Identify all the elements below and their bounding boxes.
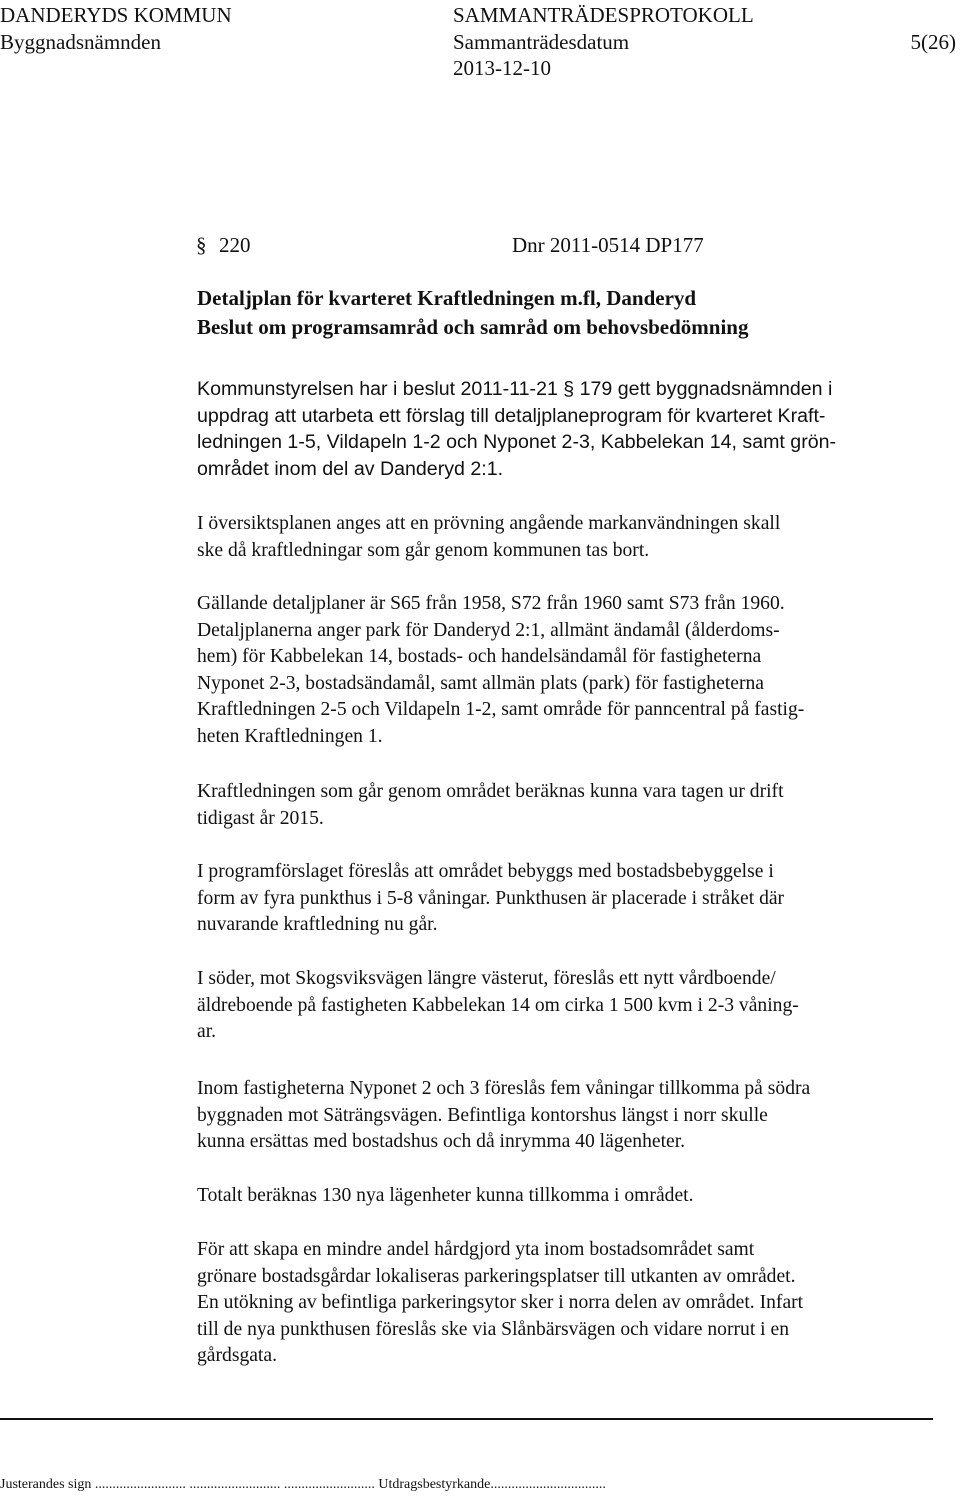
footer-signature-line: Justerandes sign .......................... .......................... .......................... Utdragsbestyrkande.................................: [0, 1477, 606, 1492]
text-line: En utökning av befintliga parkeringsytor sker i norra delen av området. Infart: [197, 1292, 804, 1314]
text-line: I programförslaget föreslås att området bebyggs med bostadsbebyggelse i: [197, 861, 774, 882]
text-line: uppdrag att utarbeta ett förslag till detaljplaneprogram för kvarteret Kraft-: [197, 404, 826, 427]
section-subtitle: Beslut om programsamråd och samråd om behovsbedömning: [197, 315, 749, 339]
paragraph-power-line: [197, 779, 917, 832]
meeting-date-label: Sammanträdesdatum: [453, 30, 630, 54]
text-line: heten Kraftledningen 1.: [197, 725, 383, 747]
meeting-date: 2013-12-10: [453, 56, 551, 80]
text-line: form av fyra punkthus i 5-8 våningar. Punkthusen är placerade i stråket där: [197, 887, 785, 909]
document-type: SAMMANTRÄDESPROTOKOLL: [453, 3, 754, 27]
text-line: Gällande detaljplaner är S65 från 1958, S72 från 1960 samt S73 från 1960.: [197, 593, 785, 614]
municipality-name: DANDERYDS KOMMUN: [0, 3, 232, 27]
text-line: till de nya punkthusen föreslås ske via Slånbärsvägen och vidare norrut i en: [197, 1318, 790, 1340]
case-number: Dnr 2011-0514 DP177: [512, 233, 704, 257]
committee-name: Byggnadsnämnden: [0, 30, 161, 54]
text-line: I söder, mot Skogsviksvägen längre västerut, föreslås ett nytt vårdboende/: [197, 968, 776, 989]
text-line: ar.: [197, 1021, 217, 1043]
paragraph-assignment: [197, 376, 917, 482]
paragraph-total-apartments: [197, 1183, 917, 1210]
section-sign-icon: §: [196, 233, 207, 257]
text-line: kunna ersättas med bostadshus och då inrymma 40 lägenheter.: [197, 1131, 686, 1153]
text-line: Totalt beräknas 130 nya lägenheter kunna tillkomma i området.: [197, 1185, 694, 1206]
text-line: Nyponet 2-3, bostadsändamål, samt allmän plats (park) för fastigheterna: [197, 672, 764, 694]
section-title: Detaljplan för kvarteret Kraftledningen m.fl, Danderyd: [197, 286, 697, 310]
paragraph-parking: [197, 1237, 917, 1370]
text-line: hem) för Kabbelekan 14, bostads- och handelsändamål för fastigheterna: [197, 646, 762, 668]
text-line: Detaljplanerna anger park för Danderyd 2:1, allmänt ändamål (ålderdoms-: [197, 619, 780, 641]
text-line: grönare bostadsgårdar lokaliseras parkeringsplatser till utkanten av området.: [197, 1265, 796, 1287]
text-line: ledningen 1-5, Vildapeln 1-2 och Nyponet 2-3, Kabbelekan 14, samt grön-: [197, 431, 837, 454]
paragraph-program-proposal: [197, 859, 917, 939]
paragraph-care-home: [197, 966, 917, 1046]
text-line: Kraftledningen som går genom området beräknas kunna vara tagen ur drift: [197, 781, 784, 802]
paragraph-nyponet: [197, 1076, 917, 1156]
paragraph-overview-plan: [197, 511, 917, 564]
paragraph-current-plans: [197, 591, 917, 751]
text-line: I översiktsplanen anges att en prövning angående markanvändningen skall: [197, 513, 781, 534]
text-line: byggnaden mot Säträngsvägen. Befintliga kontorshus längst i norr skulle: [197, 1104, 768, 1126]
text-line: Kraftledningen 2-5 och Vildapeln 1-2, samt område för panncentral på fastig-: [197, 699, 805, 721]
page-number: 5(26): [910, 30, 956, 54]
section-number: 220: [219, 233, 251, 257]
text-line: äldreboende på fastigheten Kabbelekan 14 om cirka 1 500 kvm i 2-3 våning-: [197, 994, 799, 1016]
text-line: Kommunstyrelsen har i beslut 2011-11-21 § 179 gett byggnadsnämnden i: [197, 378, 833, 400]
text-line: nuvarande kraftledning nu går.: [197, 914, 438, 936]
text-line: området inom del av Danderyd 2:1.: [197, 457, 504, 480]
footer-divider: [0, 1418, 933, 1420]
text-line: ske då kraftledningar som går genom kommunen tas bort.: [197, 539, 650, 561]
text-line: Inom fastigheterna Nyponet 2 och 3 föreslås fem våningar tillkomma på södra: [197, 1078, 811, 1099]
text-line: gårdsgata.: [197, 1345, 277, 1367]
text-line: För att skapa en mindre andel hårdgjord yta inom bostadsområdet samt: [197, 1239, 755, 1260]
text-line: tidigast år 2015.: [197, 807, 324, 829]
